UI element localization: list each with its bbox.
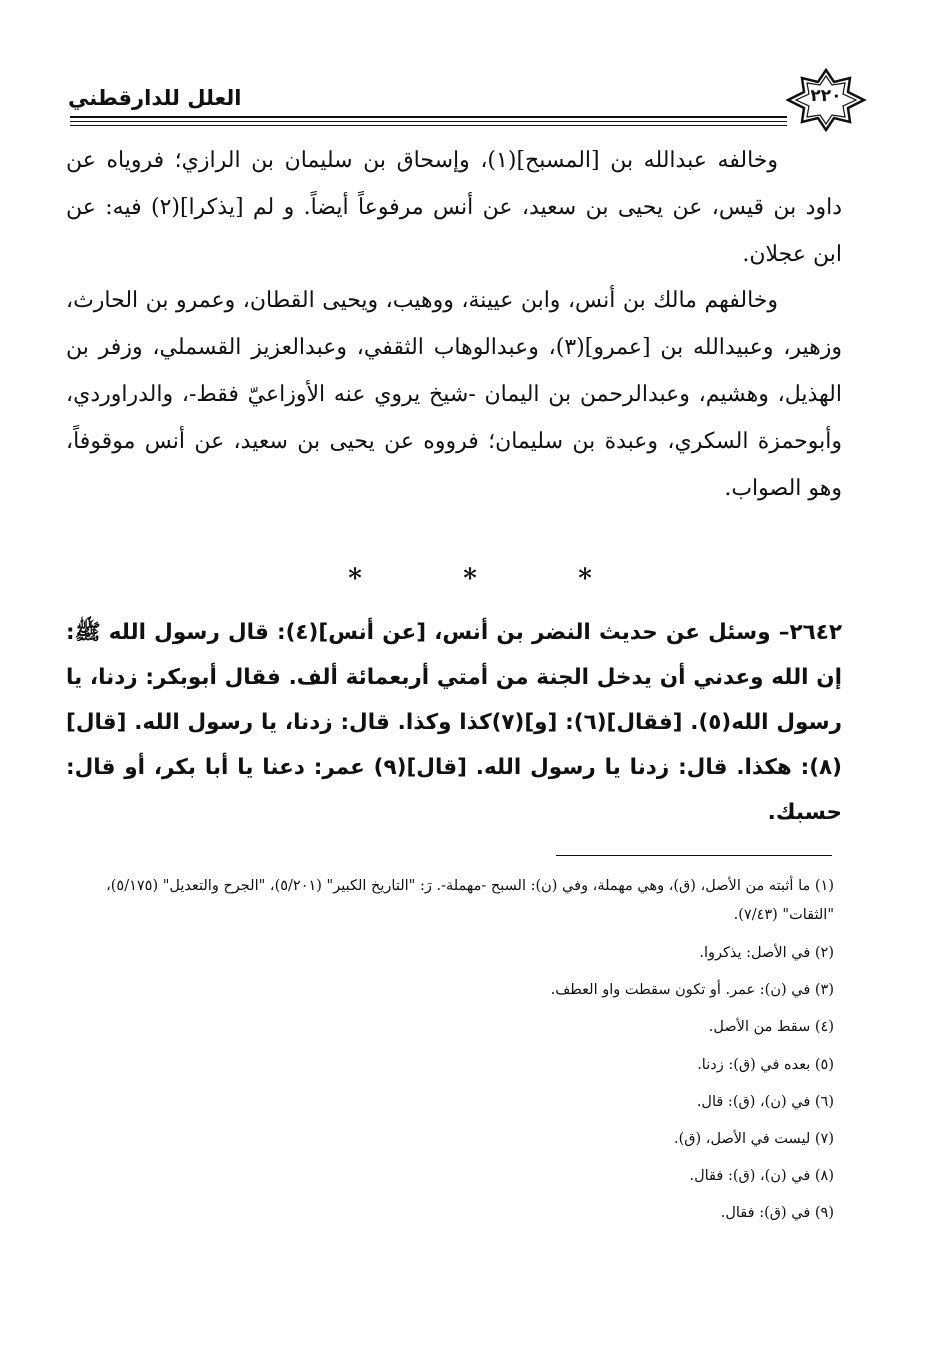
paragraph: وخالفهم مالك بن أنس، وابن عيينة، ووهيب، ويحيى القطان، وعمرو بن الحارث، وزهير، وعبيدالله بن [عمرو](٣)، وعبدالوهاب الثقفي، وعبدالعزيز القسملي، وزفر بن الهذيل، وهشيم، وعبدالرحمن بن اليمان -شيخ يروي عنه الأوزاعيّ فقط-، والدراوردي، وأبوحمزة السكري، وعبدة بن سليمان؛ فرووه عن يحيى بن سعيد، عن أنس موقوفاً، وهو الصواب. (66, 288, 843, 501)
footnotes (66, 872, 834, 1228)
page-number: ٢٢٠ (810, 86, 842, 106)
main-text (66, 138, 842, 512)
footnote: (٤) سقط من الأصل. (708, 1019, 834, 1036)
footnote: (٦) في (ن)، (ق): قال. (696, 1093, 834, 1110)
separator-star: * (348, 564, 362, 594)
entry-text: وسئل عن حديث النضر بن أنس، [عن أنس](٤): قال رسول الله ﷺ: إن الله وعدني أن يدخل الجنة من أمتي أربعمائة ألف. فقال أبوبكر: زدنا، يا رسول الله(٥). [فقال](٦): [و](٧)كذا وكذا. قال: زدنا، يا رسول الله. [قال](٨): هكذا. قال: زدنا يا رسول الله. [قال](٩) عمر: دعنا يا أبا بكر، أو قال: حسبك. (66, 620, 842, 825)
footnote: (٣) في (ن): عمر. أو تكون سقطت واو العطف. (550, 982, 834, 999)
footnote: (٧) ليست في الأصل، (ق). (674, 1131, 834, 1148)
footnote: (٨) في (ن)، (ق): فقال. (689, 1168, 834, 1185)
separator-star: * (578, 564, 592, 594)
separator-star: * (463, 564, 477, 594)
header-rule (70, 125, 787, 126)
book-title: العلل للدارقطني (68, 86, 242, 110)
footnote-rule (556, 855, 832, 856)
paragraph: وخالفه عبدالله بن [المسبح](١)، وإسحاق بن سليمان بن الرازي؛ فروياه عن داود بن قيس، عن يحيى بن سعيد، عن أنس مرفوعاً أيضاً. و لم [يذكرا](٢) فيه: عن ابن عجلان. (66, 148, 842, 267)
footnote: (١) ما أثبته من الأصل، (ق)، وهي مهملة، وفي (ن): السبح -مهملة-. رَ: "التاريخ الكبير" (٥/٢٠١)، "الجرح والتعديل" (٥/١٧٥)، "الثقات" (٧/٤٣). (106, 878, 834, 923)
footnote: (٢) في الأصل: يذكروا. (699, 945, 834, 961)
footnote: (٩) في (ق): فقال. (720, 1205, 834, 1222)
header-rule (70, 116, 787, 118)
entry-number: ٢٦٤٢– (778, 620, 843, 645)
entry-2642 (66, 610, 842, 835)
footnote: (٥) بعده في (ق): زدنا. (697, 1056, 834, 1073)
section-separator (340, 564, 600, 594)
header-rule (70, 121, 787, 122)
